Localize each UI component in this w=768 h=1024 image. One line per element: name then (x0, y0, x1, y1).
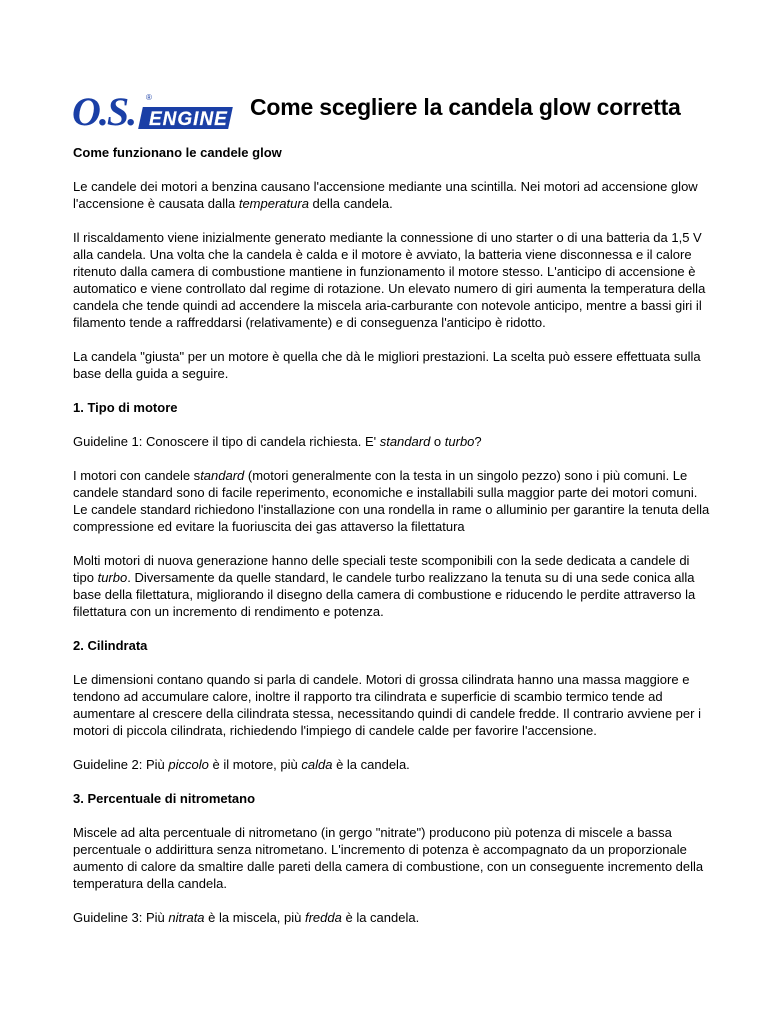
logo-registered-mark: ® (146, 93, 152, 102)
section-heading-tipo-motore: 1. Tipo di motore (73, 400, 178, 415)
emphasis-tandard: tandard (200, 468, 245, 483)
emphasis-piccolo: piccolo (168, 757, 209, 772)
emphasis-calda: calda (301, 757, 333, 772)
emphasis-turbo: turbo (444, 434, 475, 449)
paragraph-intro-1: Le candele dei motori a benzina causano l'accensione mediante una scintilla. Nei motori ad accensione glow l'accensione è causata dalla temperatura della candela. (73, 179, 698, 211)
emphasis-turbo-2: turbo (97, 570, 128, 585)
emphasis-nitrata: nitrata (168, 910, 205, 925)
paragraph-section1-1: I motori con candele standard (motori generalmente con la testa in un singolo pezzo) sono i più comuni. Le candele standard sono di facile reperimento, economiche e installabili sulla maggior parte dei motori comuni. Le candele standard richiedono l'installazione con una rondella in rame o alluminio per garantire la tenuta della compressione ed evitare la fuoriuscita dei gas attaverso la filettatura (73, 468, 710, 534)
emphasis-fredda: fredda (304, 910, 342, 925)
guideline-1: Guideline 1: Conoscere il tipo di candela richiesta. E' standard o turbo? (73, 434, 482, 449)
logo-brand: O.S. (72, 92, 136, 132)
emphasis-standard: standard (379, 434, 431, 449)
document-body (73, 144, 713, 926)
os-engine-logo (72, 92, 238, 132)
paragraph-section1-2: Molti motori di nuova generazione hanno delle speciali teste scomponibili con la sede dedicata a candele di tipo turbo. Diversamente da quelle standard, le candele turbo realizzano la tenuta su di una sede conica alla base della filettatura, migliorando il disegno della camera di combustione e riducendo le perdite attraverso la filettatura con un incremento di rendimento e potenza. (73, 553, 696, 619)
paragraph-intro-3: La candela "giusta" per un motore è quella che dà le migliori prestazioni. La scelta può essere effettuata sulla base della guida a seguire. (73, 349, 701, 381)
guideline-3: Guideline 3: Più nitrata è la miscela, più fredda è la candela. (73, 910, 420, 925)
emphasis-temperatura: temperatura (238, 196, 309, 211)
paragraph-intro-2: Il riscaldamento viene inizialmente generato mediante la connessione di uno starter o di una batteria da 1,5 V alla candela. Una volta che la candela è calda e il motore è avviato, la batteria viene disconnessa e il calore ritenuto dalla camera di combustione mantiene in funzionamento il motore stesso. L'anticipo di accensione è automatico e viene controllato dal regime di rotazione. Un elevato numero di giri aumenta la temperatura della candela che tende quindi ad accendere la miscela aria-carburante con notevole anticipo, mentre a bassi giri il filamento tende a raffreddarsi (relativamente) e di conseguenza l'anticipo è ridotto. (73, 230, 706, 330)
section-heading-intro: Come funzionano le candele glow (73, 145, 282, 160)
section-heading-cilindrata: 2. Cilindrata (73, 638, 148, 653)
logo-sub: ENGINE (149, 109, 228, 130)
page-title: Come scegliere la candela glow corretta (250, 94, 681, 120)
document-header (72, 88, 712, 132)
guideline-2: Guideline 2: Più piccolo è il motore, più calda è la candela. (73, 757, 410, 772)
section-heading-nitrometano: 3. Percentuale di nitrometano (73, 791, 256, 806)
paragraph-section2-1: Le dimensioni contano quando si parla di candele. Motori di grossa cilindrata hanno una massa maggiore e tendono ad accumulare calore, inoltre il rapporto tra cilindrata e superficie di scambio termico tende ad aumentare al crescere della cilindrata stessa, necessitando quindi di candele fredde. Il contrario avviene per i motori di piccola cilindrata, richiedendo l'impiego di candele calde per favorire l'accensione. (73, 672, 701, 738)
paragraph-section3-1: Miscele ad alta percentuale di nitrometano (in gergo "nitrate") producono più potenza di miscele a bassa percentuale o addirittura senza nitrometano. L'incremento di potenza è accompagnato da un proporzionale aumento di calore da smaltire dalle pareti della camera di combustione, con un conseguente incremento della temperatura della candela. (73, 825, 704, 891)
